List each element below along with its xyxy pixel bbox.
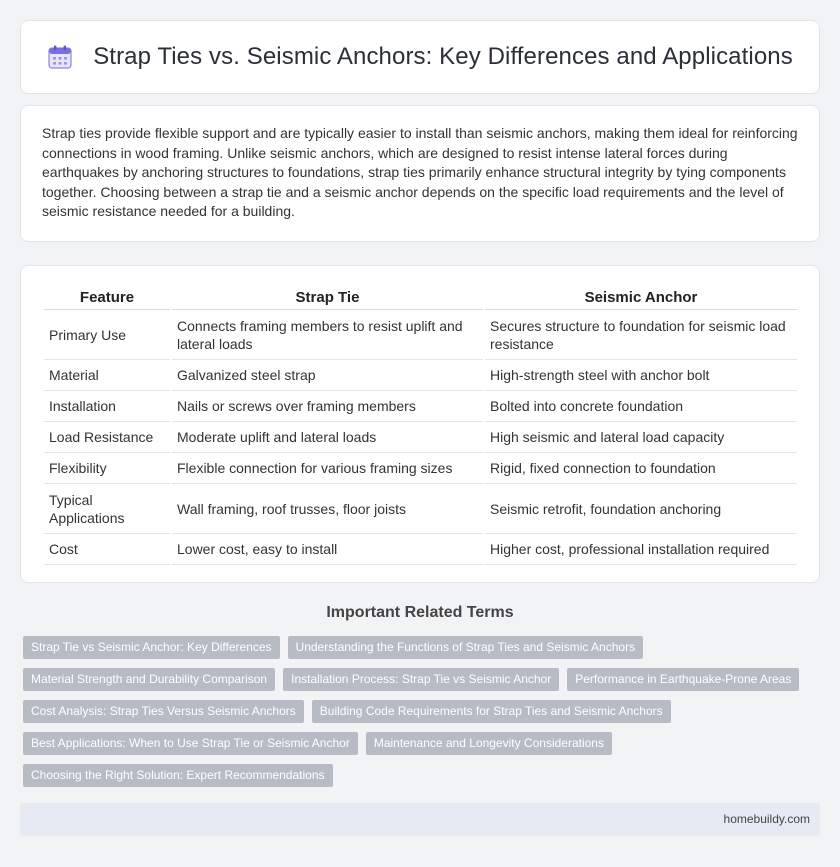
column-header-seismic-anchor: Seismic Anchor: [485, 285, 797, 310]
feature-cell: Load Resistance: [44, 422, 170, 453]
related-term-tag[interactable]: Maintenance and Longevity Considerations: [366, 732, 612, 755]
table-header-row: [44, 285, 797, 310]
table-row: [44, 360, 797, 391]
feature-cell: Flexibility: [44, 453, 170, 484]
related-terms-list: [23, 636, 823, 796]
feature-cell: Installation: [44, 391, 170, 422]
table-row: [44, 453, 797, 484]
strap-tie-cell: Nails or screws over framing members: [172, 391, 483, 422]
related-term-tag[interactable]: Best Applications: When to Use Strap Tie or Seismic Anchor: [23, 732, 358, 755]
intro-paragraph: Strap ties provide flexible support and are typically easier to install than seismic anchors, making them ideal for reinforcing connections in wood framing. Unlike seismic anchors, which are designed to resist intense lateral forces during earthquakes by anchoring structures to foundations, strap ties primarily enhance structural integrity by tying components together. Choosing between a strap tie and a seismic anchor depends on the specific load requirements and the level of seismic resistance needed for a building.: [42, 125, 798, 219]
header-card: [20, 20, 820, 94]
tag-row: [23, 764, 823, 787]
strap-tie-cell: Flexible connection for various framing sizes: [172, 453, 483, 484]
strap-tie-cell: Wall framing, roof trusses, floor joists: [172, 484, 483, 534]
related-term-tag[interactable]: Choosing the Right Solution: Expert Recommendations: [23, 764, 333, 787]
intro-card: [20, 105, 820, 242]
feature-cell: Cost: [44, 534, 170, 565]
seismic-anchor-cell: High seismic and lateral load capacity: [485, 422, 797, 453]
comparison-table-card: [20, 265, 820, 583]
related-term-tag[interactable]: Strap Tie vs Seismic Anchor: Key Differences: [23, 636, 280, 659]
related-term-tag[interactable]: Material Strength and Durability Comparison: [23, 668, 275, 691]
seismic-anchor-cell: High-strength steel with anchor bolt: [485, 360, 797, 391]
related-term-tag[interactable]: Performance in Earthquake-Prone Areas: [567, 668, 799, 691]
strap-tie-cell: Moderate uplift and lateral loads: [172, 422, 483, 453]
calendar-icon: [47, 44, 73, 70]
footer: [20, 803, 820, 836]
related-term-tag[interactable]: Building Code Requirements for Strap Ties and Seismic Anchors: [312, 700, 671, 723]
header: [47, 43, 793, 71]
seismic-anchor-cell: Secures structure to foundation for seismic load resistance: [485, 310, 797, 360]
seismic-anchor-cell: Rigid, fixed connection to foundation: [485, 453, 797, 484]
table-row: [44, 310, 797, 360]
table-row: [44, 484, 797, 534]
feature-cell: Typical Applications: [44, 484, 170, 534]
seismic-anchor-cell: Bolted into concrete foundation: [485, 391, 797, 422]
seismic-anchor-cell: Higher cost, professional installation required: [485, 534, 797, 565]
table-row: [44, 391, 797, 422]
feature-cell: Primary Use: [44, 310, 170, 360]
page-title: Strap Ties vs. Seismic Anchors: Key Differences and Applications: [93, 43, 793, 70]
strap-tie-cell: Galvanized steel strap: [172, 360, 483, 391]
feature-cell: Material: [44, 360, 170, 391]
footer-site-link[interactable]: homebuildy.com: [723, 812, 810, 826]
related-term-tag[interactable]: Cost Analysis: Strap Ties Versus Seismic Anchors: [23, 700, 304, 723]
table-row: [44, 422, 797, 453]
related-term-tag[interactable]: Understanding the Functions of Strap Ties and Seismic Anchors: [288, 636, 644, 659]
related-terms-title: Important Related Terms: [326, 604, 514, 621]
column-header-strap-tie: Strap Tie: [172, 285, 483, 310]
tag-row: [23, 732, 823, 755]
comparison-table: [42, 285, 799, 565]
strap-tie-cell: Connects framing members to resist uplift and lateral loads: [172, 310, 483, 360]
related-term-tag[interactable]: Installation Process: Strap Tie vs Seismic Anchor: [283, 668, 559, 691]
column-header-feature: Feature: [44, 285, 170, 310]
tag-row: [23, 700, 823, 723]
tag-row: [23, 668, 823, 691]
table-row: [44, 534, 797, 565]
tag-row: [23, 636, 823, 659]
seismic-anchor-cell: Seismic retrofit, foundation anchoring: [485, 484, 797, 534]
strap-tie-cell: Lower cost, easy to install: [172, 534, 483, 565]
